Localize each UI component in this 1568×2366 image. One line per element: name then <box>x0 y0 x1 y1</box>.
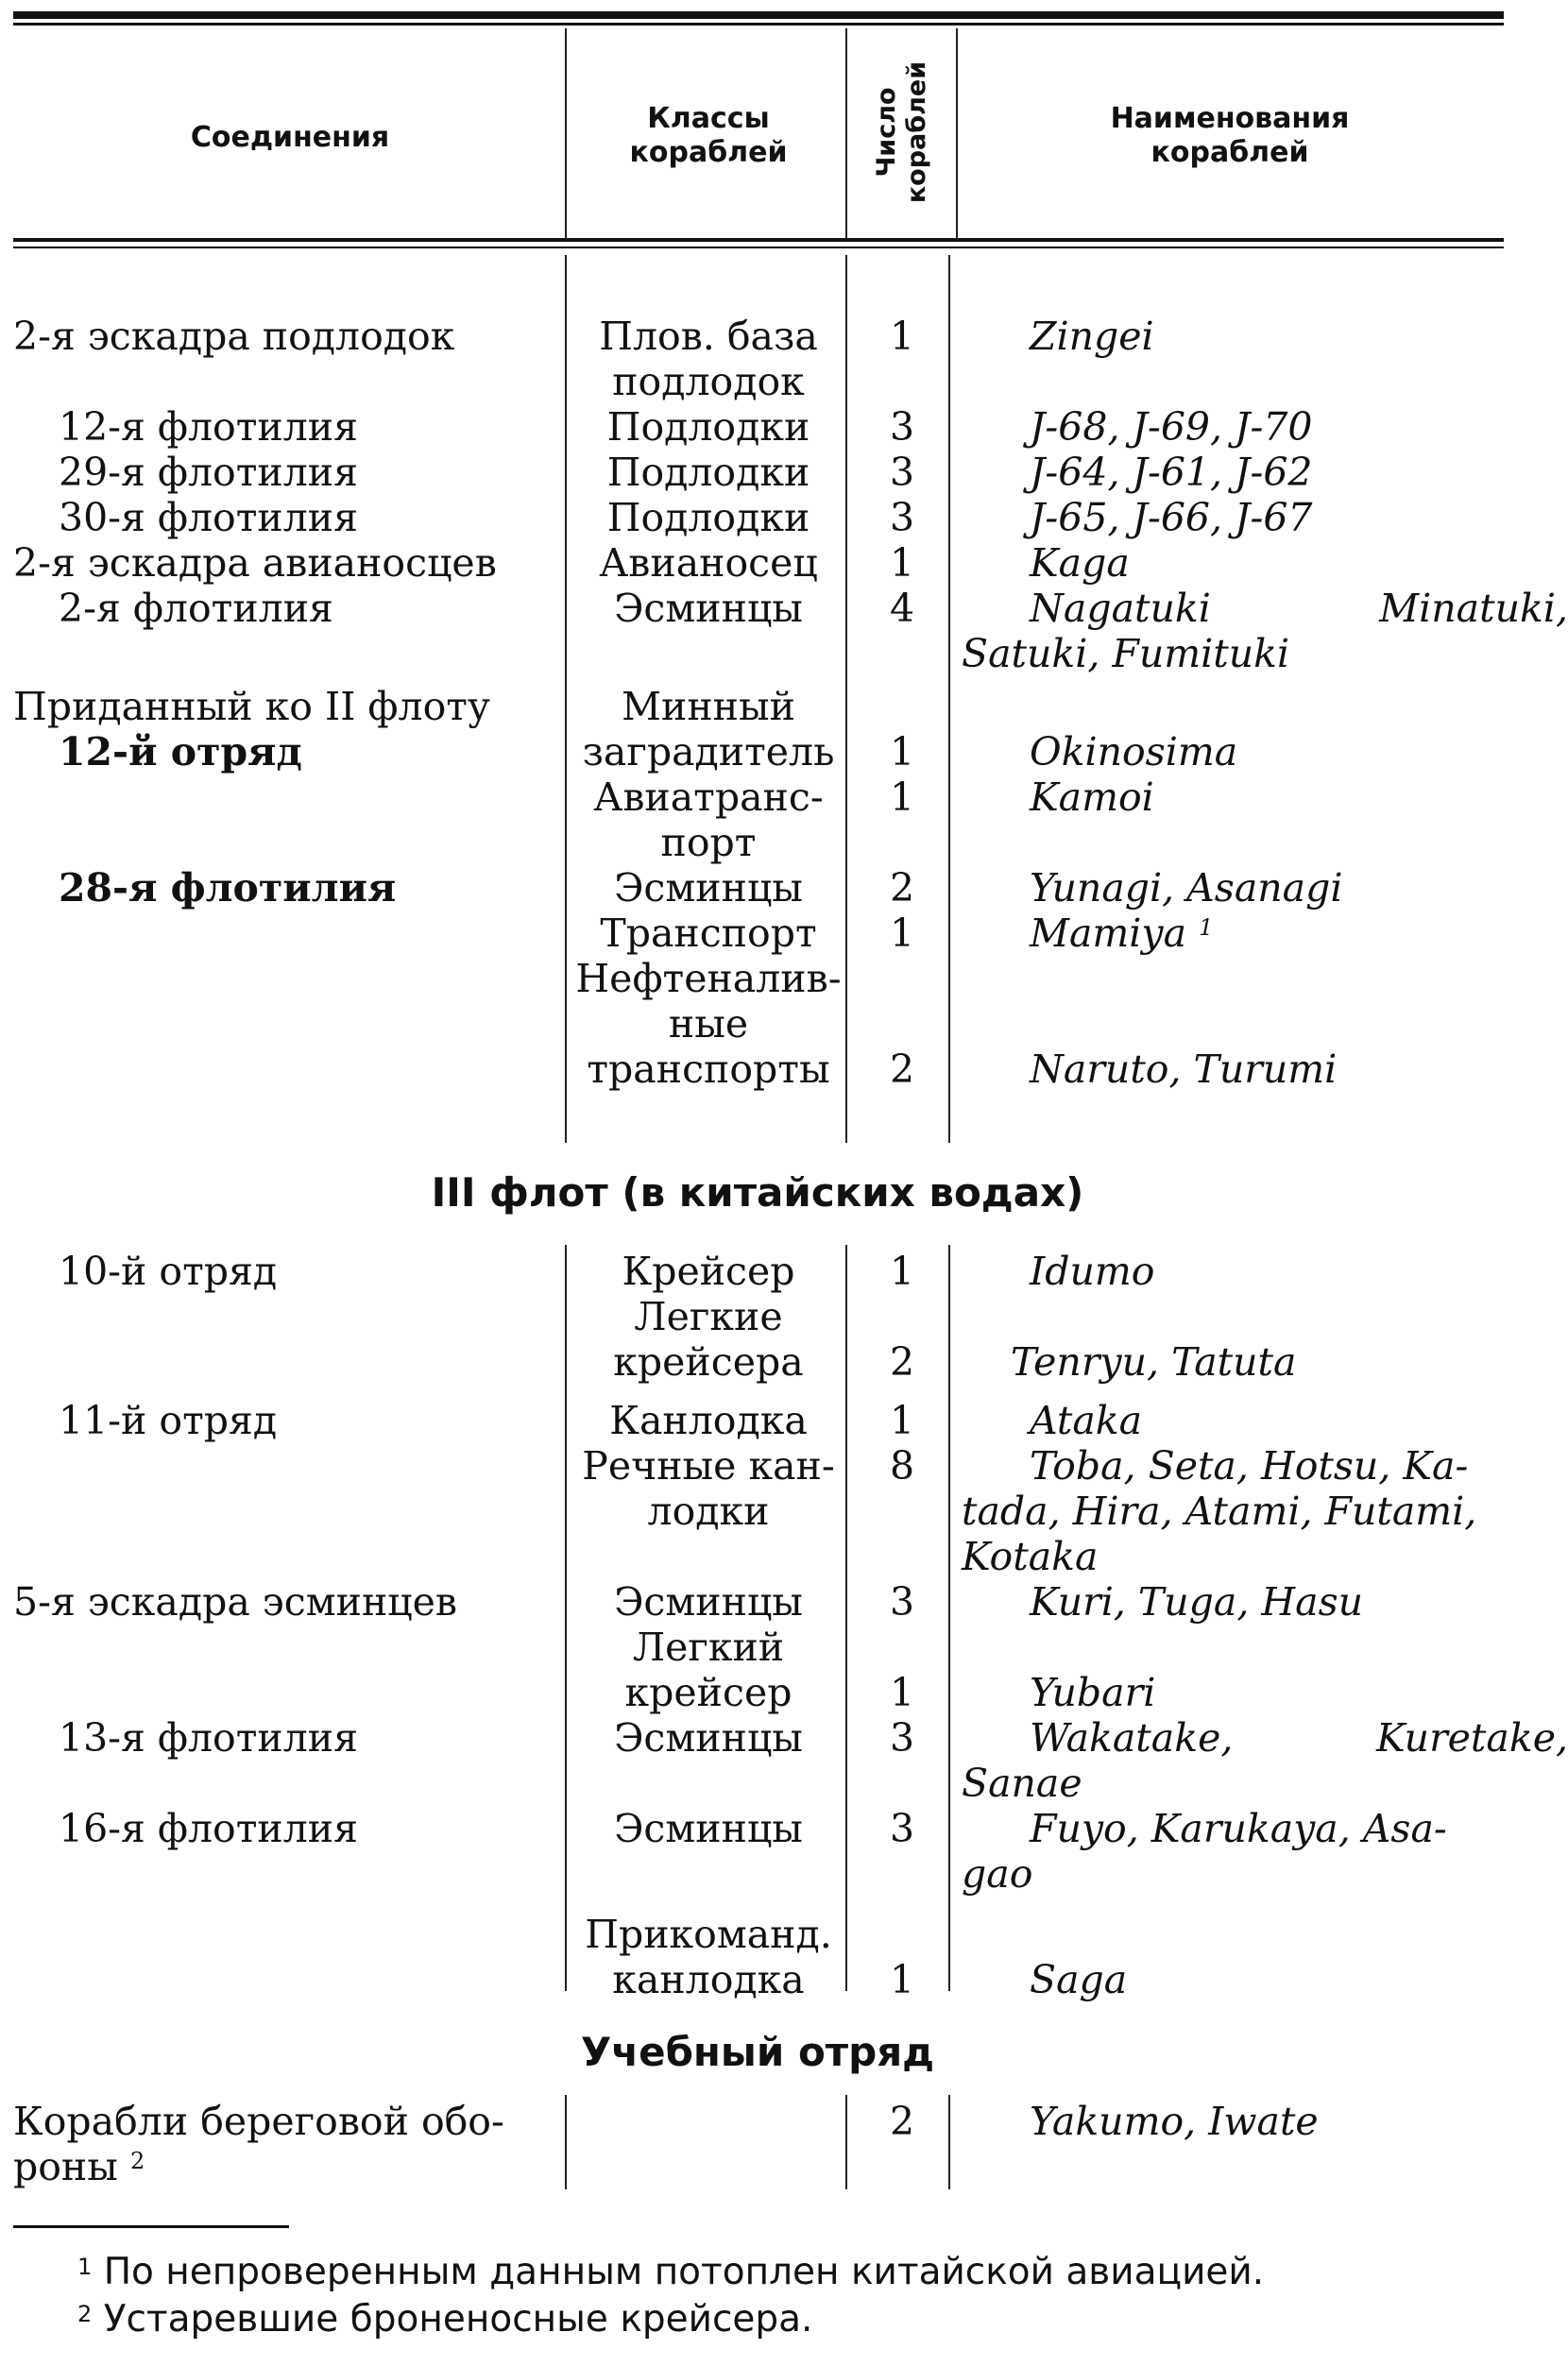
names-cell: Yunagi, Asanagi <box>1030 865 1343 911</box>
footnote-mark: 1 <box>77 2254 93 2280</box>
footnote-mark: 2 <box>77 2301 93 2327</box>
count-cell: 8 <box>889 1443 915 1489</box>
formation-cell: Корабли береговой обо- <box>13 2099 504 2144</box>
footnote-2 <box>77 2298 812 2341</box>
names-cell: Tenryu, Tatuta <box>1011 1339 1297 1385</box>
class-cell: заградитель <box>582 729 835 774</box>
names-cell: tada, Hira, Atami, Futami, <box>962 1489 1477 1534</box>
header-count-label: Число кораблей <box>872 60 931 204</box>
section-title: Учебный отряд <box>580 2029 935 2075</box>
class-cell: канлодка <box>612 1957 805 2002</box>
count-cell: 1 <box>889 729 915 774</box>
formation-cell: 2-я эскадра подлодок <box>13 314 455 359</box>
class-cell: ные <box>668 1001 749 1047</box>
class-cell: транспорты <box>587 1047 830 1092</box>
formation-cell: 29-я флотилия <box>59 450 358 495</box>
class-cell: Канлодка <box>609 1398 808 1443</box>
count-cell: 2 <box>889 2099 915 2144</box>
count-cell: 1 <box>889 1249 915 1294</box>
count-cell: 3 <box>889 404 915 450</box>
count-cell: 1 <box>889 540 915 586</box>
names-cell: Sanae <box>962 1761 1082 1806</box>
header-names-line1: Наименования <box>1110 102 1350 135</box>
names-cell: J-65, J-66, J-67 <box>1030 495 1313 540</box>
names-cell: Kamoi <box>1030 774 1154 820</box>
class-cell: Эсминцы <box>614 865 803 911</box>
formation-cell: 12-я флотилия <box>59 404 358 450</box>
header-classes-line2: кораблей <box>629 136 788 169</box>
names-cell: J-64, J-61, J-62 <box>1030 450 1313 495</box>
formation-cell: 10-й отряд <box>59 1249 278 1294</box>
top-rule-thick <box>13 11 1504 19</box>
class-cell: Эсминцы <box>614 1715 803 1761</box>
class-cell: Минный <box>622 684 795 729</box>
count-cell: 4 <box>889 586 915 631</box>
footnote-rule <box>13 2225 289 2228</box>
count-cell: 3 <box>889 1579 915 1625</box>
count-cell: 2 <box>889 865 915 911</box>
count-cell: 1 <box>889 1398 915 1443</box>
column-divider <box>565 28 567 238</box>
class-cell: Нефтеналив- <box>575 956 842 1001</box>
names-cell: Kaga <box>1030 540 1130 586</box>
class-cell: Эсминцы <box>614 1579 803 1625</box>
names-cell: Kotaka <box>962 1534 1099 1579</box>
formation-cell: 2-я эскадра авианосцев <box>13 540 497 586</box>
class-cell: Плов. база <box>599 314 818 359</box>
ship-name: Wakatake, <box>1030 1715 1234 1761</box>
footnote-mark: 1 <box>1199 914 1214 941</box>
class-cell: Речные кан- <box>582 1443 835 1489</box>
names-cell: Toba, Seta, Hotsu, Ka- <box>1030 1443 1469 1489</box>
column-divider <box>956 28 958 238</box>
class-cell: Эсминцы <box>614 586 803 631</box>
header-count <box>845 28 959 236</box>
formation-cell: 28-я флотилия <box>59 865 397 911</box>
names-cell: Okinosima <box>1030 729 1238 774</box>
formation-cell: Приданный ко II флоту <box>13 684 491 729</box>
header-rule-thick <box>13 238 1504 242</box>
header-classes <box>567 102 850 170</box>
class-cell: подлодок <box>612 359 805 404</box>
formation-cell: 5-я эскадра эсминцев <box>13 1579 457 1625</box>
column-divider <box>948 255 950 1143</box>
footnote-text: По непроверенным данным потоплен китайской авиацией. <box>103 2251 1265 2293</box>
header-formations: Соединения <box>190 121 390 154</box>
class-cell: порт <box>660 820 757 865</box>
top-rule-thin <box>13 23 1504 26</box>
formation-cell: 11-й отряд <box>59 1398 278 1443</box>
names-cell: gao <box>962 1851 1033 1897</box>
formation-cell <box>13 2144 145 2189</box>
column-divider <box>845 28 847 238</box>
ship-name: Mamiya <box>1030 911 1187 956</box>
names-cell: Zingei <box>1030 314 1154 359</box>
class-cell: лодки <box>647 1489 770 1534</box>
formation-cell: 2-я флотилия <box>59 586 333 631</box>
names-cell <box>1030 1715 1568 1761</box>
ship-name: Minatuki, <box>1379 586 1568 631</box>
names-cell: J-68, J-69, J-70 <box>1030 404 1313 450</box>
count-cell: 1 <box>889 1957 915 2002</box>
section-title: III флот (в китайских водах) <box>431 1169 1084 1216</box>
header-names-line2: кораблей <box>1150 136 1309 169</box>
names-cell: Ataka <box>1030 1398 1143 1443</box>
header-classes-line1: Классы <box>647 102 770 135</box>
class-cell: Легкий <box>632 1625 785 1670</box>
names-cell: Idumo <box>1030 1249 1155 1294</box>
names-cell: Yakumo, Iwate <box>1030 2099 1319 2144</box>
count-cell: 1 <box>889 314 915 359</box>
footnote-1 <box>77 2251 1264 2294</box>
class-cell: Легкие <box>634 1294 783 1339</box>
ship-name: Kuretake, <box>1375 1715 1568 1761</box>
names-cell <box>1030 586 1568 631</box>
count-cell: 3 <box>889 450 915 495</box>
count-cell: 3 <box>889 1715 915 1761</box>
count-cell: 3 <box>889 495 915 540</box>
names-cell: Kuri, Tuga, Hasu <box>1030 1579 1364 1625</box>
formation-cell: 30-я флотилия <box>59 495 358 540</box>
formation-cell: 12-й отряд <box>59 729 302 774</box>
count-cell: 1 <box>889 1670 915 1715</box>
column-divider <box>565 2095 567 2189</box>
header-rule-thin <box>13 247 1504 248</box>
names-cell: Yubari <box>1030 1670 1156 1715</box>
class-cell: Транспорт <box>600 911 817 956</box>
class-cell: Авиатранс- <box>593 774 824 820</box>
class-cell: Подлодки <box>606 495 810 540</box>
class-cell: Подлодки <box>606 404 810 450</box>
footnote-mark: 2 <box>129 2148 145 2174</box>
ship-name: Nagatuki <box>1030 586 1211 631</box>
names-cell: Fuyo, Karukaya, Asa- <box>1030 1806 1447 1851</box>
footnote-text: Устаревшие броненосные крейсера. <box>103 2298 813 2340</box>
formation-cell: 16-я флотилия <box>59 1806 358 1851</box>
count-cell: 2 <box>889 1047 915 1092</box>
count-cell: 1 <box>889 774 915 820</box>
count-cell: 2 <box>889 1339 915 1385</box>
names-cell: Satuki, Fumituki <box>962 631 1290 676</box>
names-cell: Naruto, Turumi <box>1030 1047 1338 1092</box>
class-cell: Авианосец <box>599 540 818 586</box>
class-cell: крейсера <box>613 1339 804 1385</box>
class-cell: Прикоманд. <box>585 1912 832 1957</box>
class-cell: Подлодки <box>606 450 810 495</box>
class-cell: Крейсер <box>622 1249 795 1294</box>
count-cell: 1 <box>889 911 915 956</box>
names-cell: Saga <box>1030 1957 1128 2002</box>
header-names <box>954 102 1506 170</box>
class-cell: Эсминцы <box>614 1806 803 1851</box>
formation-cell: 13-я флотилия <box>59 1715 358 1761</box>
count-cell: 3 <box>889 1806 915 1851</box>
formation-text: роны <box>13 2144 118 2189</box>
names-cell <box>1030 911 1213 956</box>
class-cell: крейсер <box>624 1670 793 1715</box>
